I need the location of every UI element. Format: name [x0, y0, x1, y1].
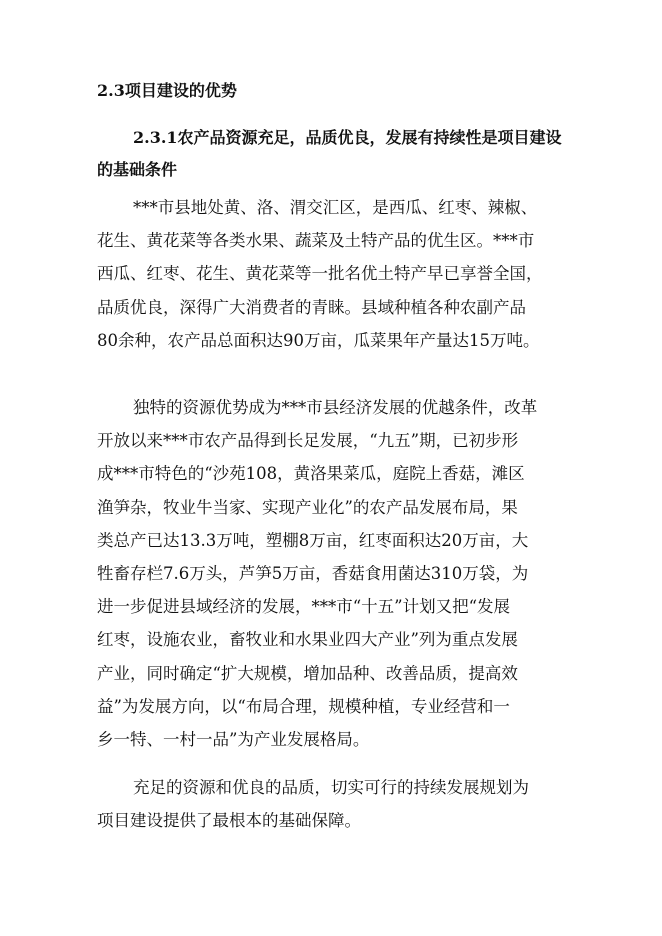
section-heading: 2.3项目建设的优势 [97, 81, 237, 100]
paragraph-3 [97, 771, 579, 837]
paragraph-line: 成***市特色的“沙苑108，黄洛果菜瓜，庭院上香菇，滩区 [97, 464, 525, 484]
paragraph-line: 类总产已达13.3万吨，塑棚8万亩，红枣面积达20万亩，大 [97, 530, 529, 550]
paragraph-line: 乡一特、一村一品”为产业发展格局。 [97, 730, 370, 750]
paragraph-line: 开放以来***市农产品得到长足发展，“九五”期，已初步形 [97, 431, 519, 451]
paragraph-line: 牲畜存栏7.6万头，芦笋5万亩，香菇食用菌达310万袋，为 [97, 564, 529, 584]
paragraph-line: ***市县地处黄、洛、渭交汇区，是西瓜、红枣、辣椒、 [133, 198, 538, 217]
paragraph-line: 产业，同时确定“扩大规模，增加品种、改善品质，提高效 [97, 663, 518, 683]
paragraph-1 [97, 191, 579, 357]
paragraph-line: 进一步促进县域经济的发展，***市“十五”计划又把“发展 [97, 597, 511, 617]
paragraph-line: 红枣，设施农业，畜牧业和水果业四大产业”列为重点发展 [97, 630, 518, 650]
paragraph-line: 项目建设提供了最根本的基础保障。 [97, 811, 361, 831]
paragraph-line: 西瓜、红枣、花生、黄花菜等一批名优土特产早已享誉全国， [97, 264, 543, 284]
paragraph-line: 渔笋杂，牧业牛当家、实现产业化”的农产品发展布局，果 [97, 497, 518, 517]
paragraph-line: 花生、黄花菜等各类水果、蔬菜及土特产品的优生区。***市 [97, 231, 535, 251]
paragraph-line: 充足的资源和优良的品质，切实可行的持续发展规划为 [133, 778, 529, 797]
paragraph-line: 品质优良，深得广大消费者的青睐。县域种植各种农副产品 [97, 297, 526, 317]
paragraph-line: 益”为发展方向，以“布局合理，规模种植，专业经营和一 [97, 696, 510, 716]
paragraph-line: 80余种，农产品总面积达90万亩，瓜菜果年产量达15万吨。 [97, 330, 540, 350]
paragraph-2 [97, 391, 579, 756]
subsection-heading: 2.3.1农产品资源充足，品质优良，发展有持续性是项目建设的基础条件 [97, 128, 562, 179]
paragraph-line: 独特的资源优势成为***市县经济发展的优越条件，改革 [133, 398, 538, 417]
